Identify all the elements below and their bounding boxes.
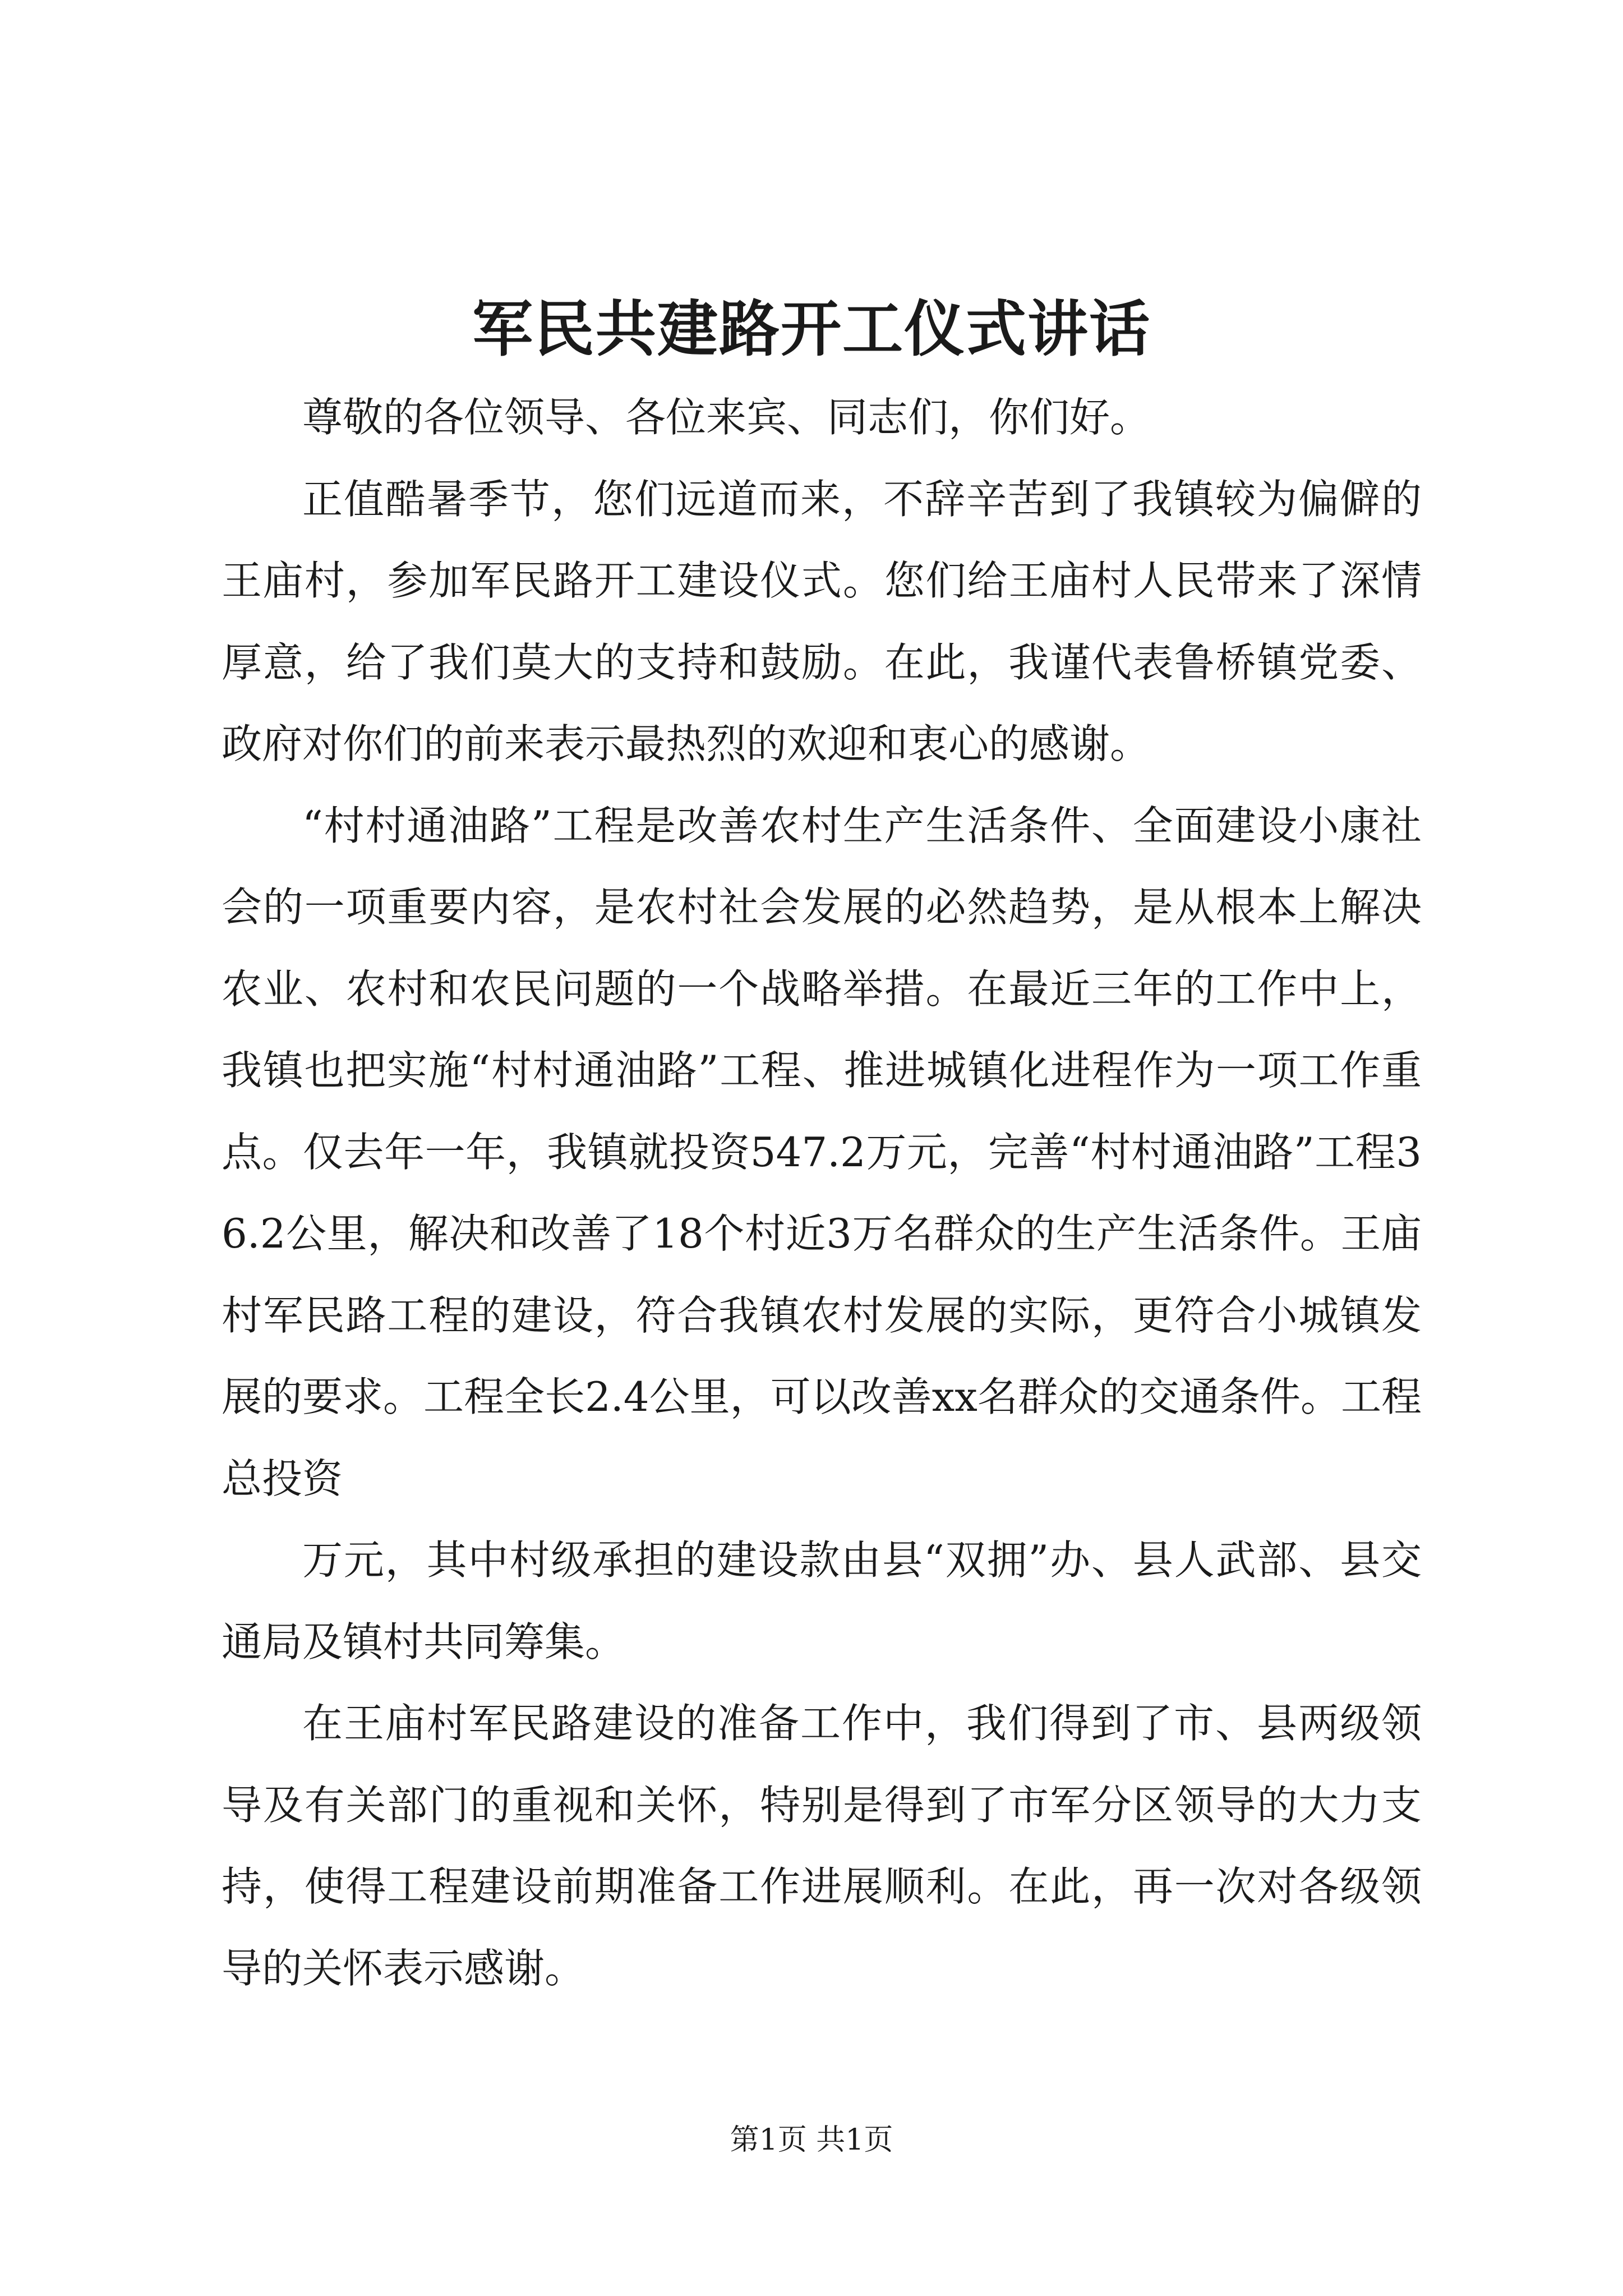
paragraph-project-background: “村村通油路”工程是改善农村生产生活条件、全面建设小康社会的一项重要内容，是农村社会发展的必然趋势，是从根本上解决农业、农村和农民问题的一个战略举措。在最近三年的工作中上，我镇也把实施“村村通油路”工程、推进城镇化进程作为一项工作重点。仅去年一年，我镇就投资547.2万元，完善“村村通油路”工程36.2公里，解决和改善了18个村近3万名群众的生产生活条件。王庙村军民路工程的建设，符合我镇农村发展的实际，更符合小城镇发展的要求。工程全长2.4公里，可以改善xx名群众的交通条件。工程总投资 [222,802,1422,1502]
page-footer: 第1页 共1页 [730,2123,893,2157]
paragraph-funding: 万元，其中村级承担的建设款由县“双拥”办、县人武部、县交通局及镇村共同筹集。 [222,1536,1422,1665]
document-body [222,377,1422,2009]
paragraph-welcome: 正值酷暑季节，您们远道而来，不辞辛苦到了我镇较为偏僻的王庙村，参加军民路开工建设仪式。您们给王庙村人民带来了深情厚意，给了我们莫大的支持和鼓励。在此，我谨代表鲁桥镇党委、政府对你们的前来表示最热烈的欢迎和衷心的感谢。 [222,475,1422,767]
paragraph-thanks: 在王庙村军民路建设的准备工作中，我们得到了市、县两级领导及有关部门的重视和关怀，特别是得到了市军分区领导的大力支持，使得工程建设前期准备工作进展顺利。在此，再一次对各级领导的关怀表示感谢。 [222,1700,1422,1992]
paragraph-greeting: 尊敬的各位领导、各位来宾、同志们，你们好。 [302,394,1151,441]
document-title: 军民共建路开工仪式讲话 [472,294,1151,365]
